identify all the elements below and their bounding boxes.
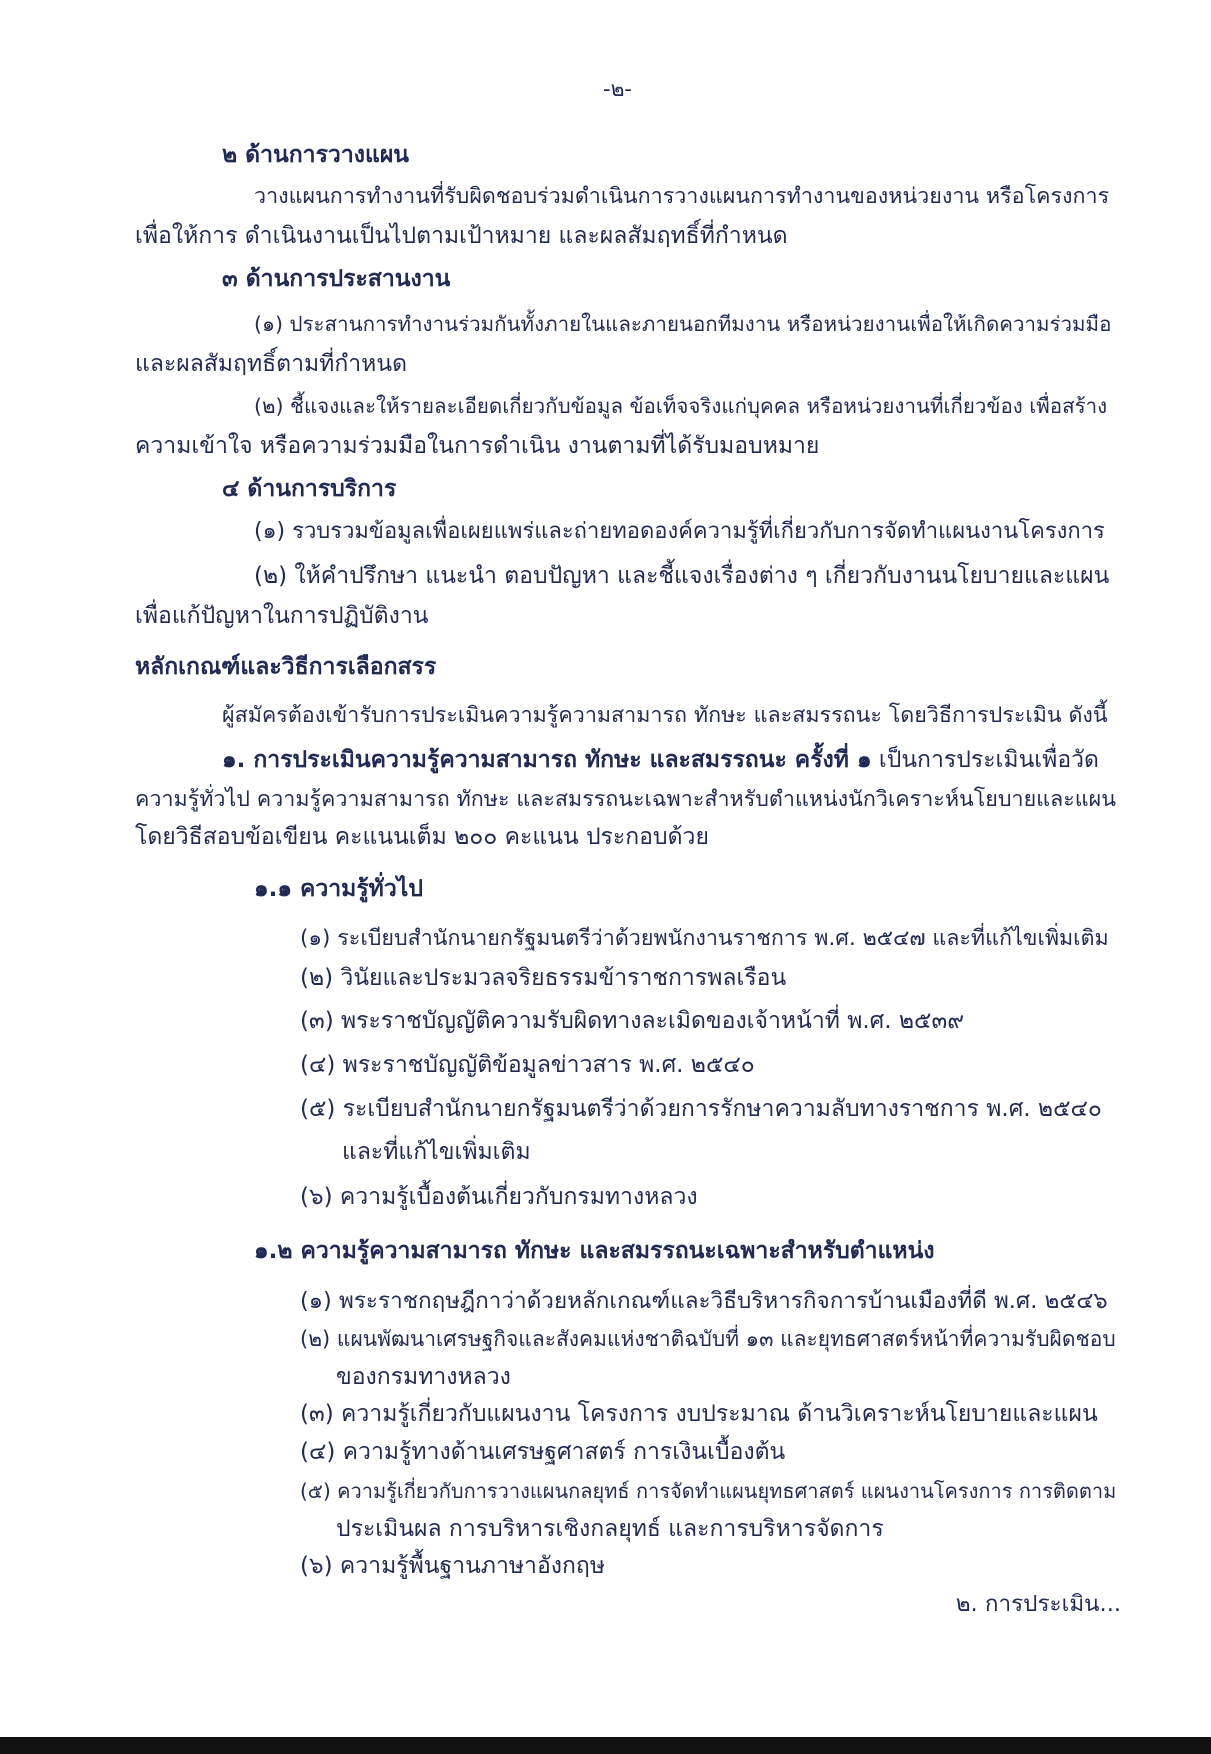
- section-heading-planning: ๒ ด้านการวางแผน: [222, 142, 410, 168]
- list-item: (๒) วินัยและประมวลจริยธรรมข้าราชการพลเรือน: [300, 965, 787, 991]
- list-item-continuation: ของกรมทางหลวง: [336, 1364, 511, 1390]
- list-item: (๔) พระราชบัญญัติข้อมูลข่าวสาร พ.ศ. ๒๕๔๐: [300, 1052, 755, 1078]
- section-heading-coordination: ๓ ด้านการประสานงาน: [222, 266, 451, 292]
- paragraph-line: (๒) ให้คำปรึกษา แนะนำ ตอบปัญหา และชี้แจงเรื่องต่าง ๆ เกี่ยวกับงานนโยบายและแผน: [254, 563, 1110, 589]
- list-item: (๓) ความรู้เกี่ยวกับแผนงาน โครงการ งบประมาณ ด้านวิเคราะห์นโยบายและแผน: [300, 1401, 1098, 1427]
- list-item: (๕) ความรู้เกี่ยวกับการวางแผนกลยุทธ์ การจัดทำแผนยุทธศาสตร์ แผนงานโครงการ การติดตาม: [300, 1479, 1117, 1503]
- list-item: (๖) ความรู้พื้นฐานภาษาอังกฤษ: [300, 1553, 606, 1579]
- list-item-continuation: ประเมินผล การบริหารเชิงกลยุทธ์ และการบริหารจัดการ: [336, 1516, 884, 1542]
- scan-edge-bar: [0, 1737, 1211, 1754]
- criteria-intro: ผู้สมัครต้องเข้ารับการประเมินความรู้ความสามารถ ทักษะ และสมรรถนะ โดยวิธีการประเมิน ดังนี้: [222, 703, 1108, 728]
- subsection-heading-general-knowledge: ๑.๑ ความรู้ทั่วไป: [254, 876, 423, 902]
- list-item: (๕) ระเบียบสำนักนายกรัฐมนตรีว่าด้วยการรักษาความลับทางราชการ พ.ศ. ๒๕๔๐: [300, 1096, 1102, 1122]
- paragraph-line: (๒) ชี้แจงและให้รายละเอียดเกี่ยวกับข้อมูล ข้อเท็จจริงแก่บุคคล หรือหน่วยงานที่เกี่ยวข้อง เพื่อสร้าง: [254, 394, 1108, 418]
- list-item: (๑) พระราชกฤษฎีกาว่าด้วยหลักเกณฑ์และวิธีบริหารกิจการบ้านเมืองที่ดี พ.ศ. ๒๕๔๖: [300, 1288, 1108, 1314]
- paragraph-line: วางแผนการทำงานที่รับผิดชอบร่วมดำเนินการวางแผนการทำงานของหน่วยงาน หรือโครงการ: [254, 184, 1110, 209]
- paragraph-line: ความเข้าใจ หรือความร่วมมือในการดำเนิน งานตามที่ได้รับมอบหมาย: [135, 433, 820, 459]
- paragraph-line: (๑) ประสานการทำงานร่วมกันทั้งภายในและภายนอกทีมงาน หรือหน่วยงานเพื่อให้เกิดความร่วมมือ: [254, 312, 1112, 336]
- list-item: (๔) ความรู้ทางด้านเศรษฐศาสตร์ การเงินเบื้องต้น: [300, 1439, 786, 1465]
- paragraph-line: (๑) รวบรวมข้อมูลเพื่อเผยแพร่และถ่ายทอดองค์ความรู้ที่เกี่ยวกับการจัดทำแผนงานโครงการ: [254, 519, 1105, 544]
- paragraph-line: เพื่อแก้ปัญหาในการปฏิบัติงาน: [135, 603, 429, 629]
- continuation-marker: ๒. การประเมิน...: [955, 1591, 1121, 1617]
- page-number: -๒-: [603, 77, 632, 101]
- list-item: (๖) ความรู้เบื้องต้นเกี่ยวกับกรมทางหลวง: [300, 1184, 698, 1210]
- subsection-heading-position-knowledge: ๑.๒ ความรู้ความสามารถ ทักษะ และสมรรถนะเฉพาะสำหรับตำแหน่ง: [254, 1238, 935, 1264]
- paragraph-line: และผลสัมฤทธิ์ตามที่กำหนด: [135, 351, 408, 377]
- paragraph-line: เพื่อให้การ ดำเนินงานเป็นไปตามเป้าหมาย และผลสัมฤทธิ์ที่กำหนด: [135, 223, 788, 249]
- assessment-item-1-desc: เป็นการประเมินเพื่อวัด: [871, 747, 1099, 773]
- list-item-continuation: และที่แก้ไขเพิ่มเติม: [342, 1139, 531, 1165]
- list-item: (๓) พระราชบัญญัติความรับผิดทางละเมิดของเจ้าหน้าที่ พ.ศ. ๒๕๓๙: [300, 1008, 965, 1034]
- section-heading-service: ๔ ด้านการบริการ: [222, 476, 397, 502]
- paragraph-line: โดยวิธีสอบข้อเขียน คะแนนเต็ม ๒๐๐ คะแนน ประกอบด้วย: [135, 824, 709, 850]
- assessment-item-1: [222, 745, 1099, 775]
- assessment-item-1-title: ๑. การประเมินความรู้ความสามารถ ทักษะ และสมรรถนะ ครั้งที่ ๑: [222, 747, 872, 773]
- criteria-heading: หลักเกณฑ์และวิธีการเลือกสรร: [135, 654, 437, 680]
- paragraph-line: ความรู้ทั่วไป ความรู้ความสามารถ ทักษะ และสมรรถนะเฉพาะสำหรับตำแหน่งนักวิเคราะห์นโยบายและแผน: [135, 787, 1116, 812]
- list-item: (๒) แผนพัฒนาเศรษฐกิจและสังคมแห่งชาติฉบับที่ ๑๓ และยุทธศาสตร์หน้าที่ความรับผิดชอบ: [300, 1327, 1116, 1351]
- list-item: (๑) ระเบียบสำนักนายกรัฐมนตรีว่าด้วยพนักงานราชการ พ.ศ. ๒๕๔๗ และที่แก้ไขเพิ่มเติม: [300, 926, 1109, 951]
